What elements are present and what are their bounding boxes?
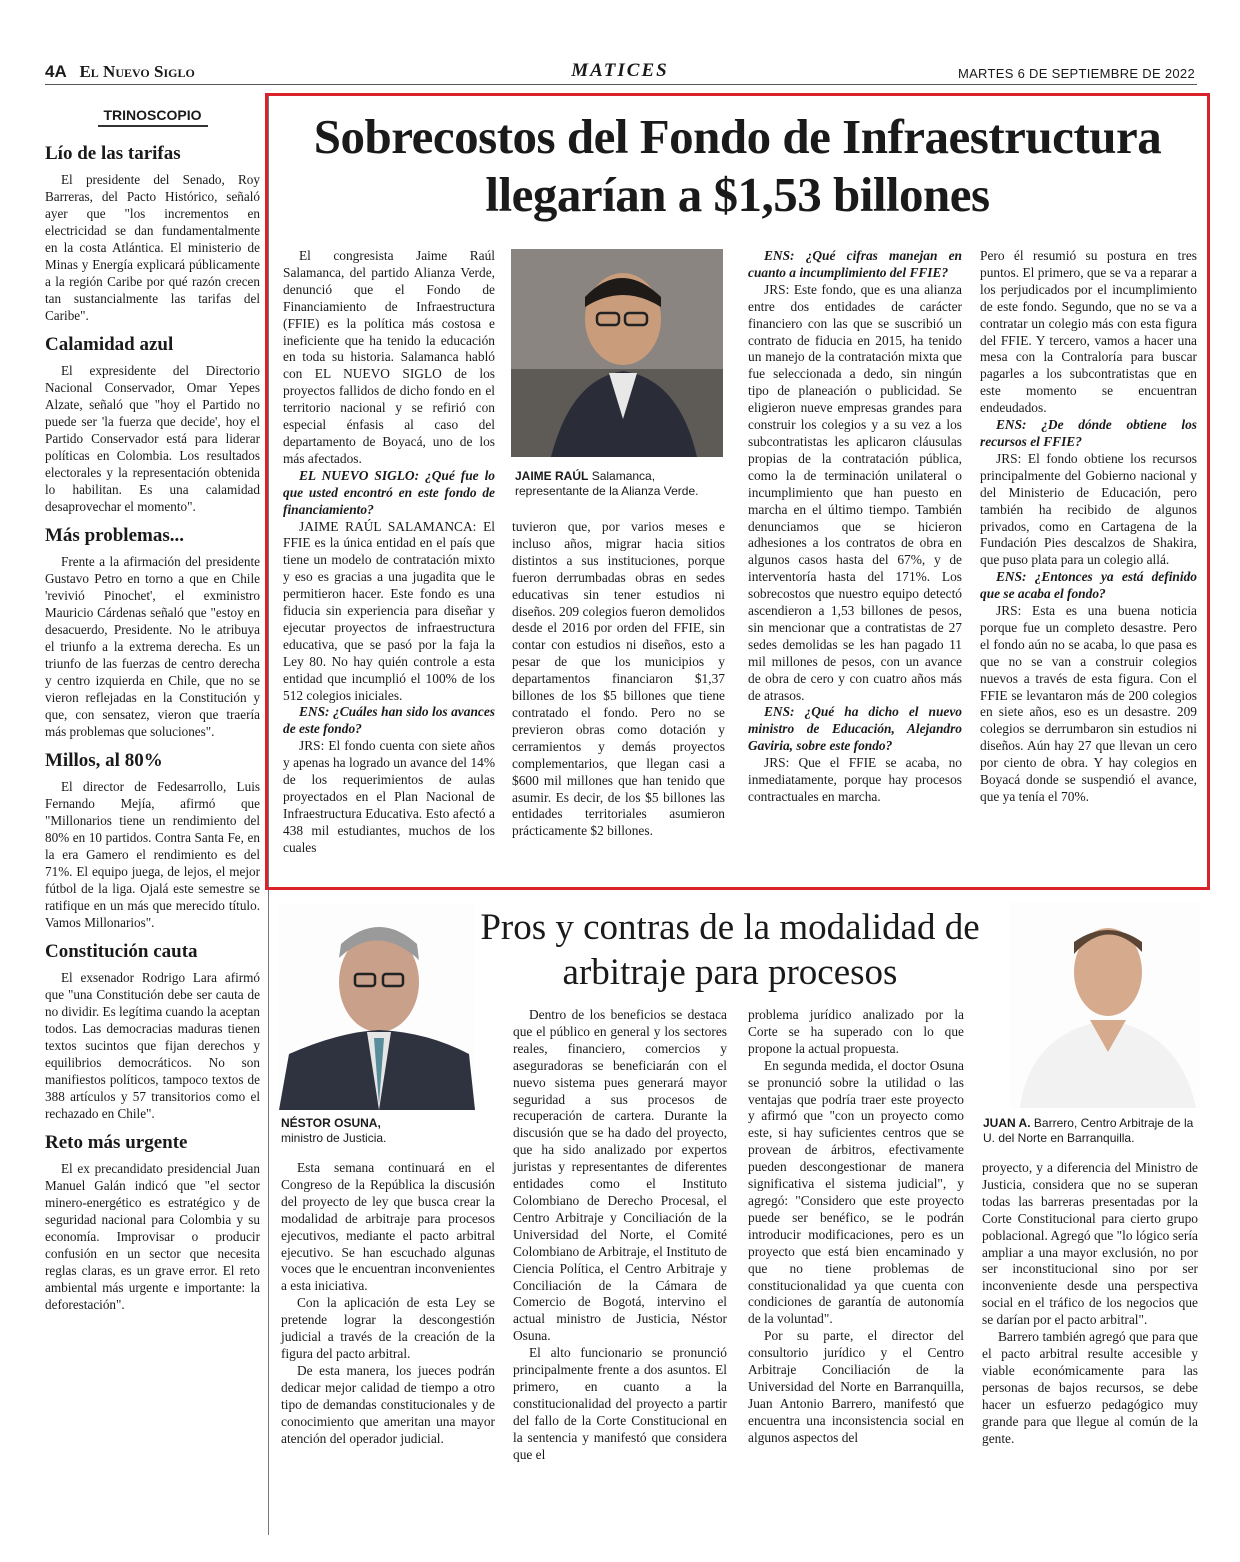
paragraph: Dentro de los beneficios se destaca que el público en general y los sectores reales, financiero, comercios y aseguradoras se beneficiarán con el nuevo sistema pues generará mayor seguridad a sus procesos de recuperación de cartera. Durante la discusión que se ha dado del proyecto, que ha sido analizado por expertos juristas y representantes de diferentes entidades como el Instituto Colombiano de Derecho Procesal, el Centro Arbitraje y Conciliación de la Universidad del Norte, el Comité Colombiano de Arbitraje, el Instituto de Ciencia Política, el Centro Arbitraje y Conciliación de la Cámara de Comercio de Bogotá, intervino el actual ministro de Justicia, Néstor Osuna. xyxy=(513,1007,727,1344)
paragraph: JRS: Este fondo, que es una alianza entre dos entidades de carácter financiero con las que se suscribió un contrato de fiducia en 2015, ha tenido un manejo de la contratación mixta que fue seleccionada a dedo, sin ningún tipo de planeación o publicidad. Se eligieron nueve empresas grandes para construir los colegios y a su vez a los subcontratistas les aplicaron cláusulas propias de la contratación pública, como la de terminación unilateral o incumplimiento que han puesto en marcha en el último tiempo. También denunciamos que se hicieron adhesiones a los contratos de obra en algunos casos hasta del 67%, y de interventoría hasta del 171%. Los sobrecostos que nuestro equipo detectó ascendieron a 1,53 billones de pesos, sin mencionar que a contratistas de 27 sedes demolidas se les han pagado 11 mil millones de pesos, con un avance de obra de cero y con cuatro años más de atrasos. xyxy=(748,281,962,703)
paragraph: proyecto, y a diferencia del Ministro de Justicia, considera que no se superan todas las barreras presentadas por la Corte Constitucional para cierto grupo poblacional. Agregó que "lo lógico sería ampliar a una mayor exclusión, no por ser inconstitucional sino por ser inconveniente desde una perspectiva social en el tráfico de los negocios que se darían por el pacto arbitral". xyxy=(982,1160,1198,1328)
article2-column-4 xyxy=(982,1160,1198,1447)
paragraph: Esta semana continuará en el Congreso de la República la discusión del proyecto de ley que busca crear la modalidad de arbitraje para procesos ejecutivos, mediante el pacto arbitral ejecutivo. Se han escuchado algunas voces que le encuentran inconvenientes a esta iniciativa. xyxy=(281,1160,495,1294)
caption-name: NÉSTOR OSUNA, xyxy=(281,1116,381,1130)
paragraph: Por su parte, el director del consultorio jurídico y el Centro Arbitraje Conciliación de la Universidad del Norte en Barranquilla, Juan Antonio Barrero, manifestó que encuentra una inconsistencia social en algunos aspectos del xyxy=(748,1328,964,1445)
paragraph: JRS: El fondo obtiene los recursos principalmente del Gobierno nacional y del Ministerio de Educación, pero también ha recibido de algunos privados, como en Cartagena de la Fundación Pies descalzos de Shakira, que puso plata para un colegio allá. xyxy=(980,450,1197,568)
photo-jaime-raul xyxy=(511,249,723,457)
caption-text: Barrero, Centro Arbitraje de la U. del Norte en Barranquilla. xyxy=(983,1116,1194,1145)
sidebar-trinoscopio xyxy=(45,95,260,1313)
caption-name: JAIME RAÚL xyxy=(515,469,589,483)
sidebar-item-heading: Reto más urgente xyxy=(45,1132,188,1153)
sidebar-item-text: El expresidente del Directorio Nacional Conservador, Omar Yepes Alzate, señaló que "hoy el Partido no puede ser 'la fuerza que decide', hoy el Partido Conservador está para liderar políticas en Colombia. Los resultados electorales y la representación obtenida lo habilitan. Es una calamidad desaprovechar el momento". xyxy=(45,363,260,514)
paragraph: JRS: Esta es una buena noticia porque fue un completo desastre. Pero el fondo aún no se acaba, lo que pasa es que no se van a construir colegios nuevos a través de esta figura. Con el FFIE se levantaron más de 200 colegios en siete años, eso es un desastre. 209 colegios se derrumbaron sin estudios ni diseños. Aún hay 27 que llevan un cero por ciento de obra. Y hay colegios en Boyacá donde se suspendió el avance, que ya tenía el 70%. xyxy=(980,603,1197,804)
article2-column-3 xyxy=(748,1007,964,1447)
photo-nestor-osuna xyxy=(279,904,475,1110)
caption-text: Salamanca, representante de la Alianza Verde. xyxy=(515,469,699,498)
header-rule xyxy=(45,84,1197,85)
article1-column-4 xyxy=(980,248,1197,806)
sidebar-item-text: El director de Fedesarrollo, Luis Fernando Mejía, afirmó que "Millonarios tiene un rendimiento del 80% en 10 partidos. Contra Santa Fe, en la era Gamero el rendimiento es del 71%. El equipo juega, de lejos, el mejor fútbol de la liga. Ojalá este semestre se ratifique en un más que merecido título. Vamos Millonarios". xyxy=(45,779,260,930)
article1-column-1 xyxy=(283,248,495,857)
sidebar-item-heading: Más problemas... xyxy=(45,525,184,546)
article2-title: Pros y contras de la modalidad de arbitraje para procesos xyxy=(480,907,980,993)
portrait-image xyxy=(279,904,475,1110)
sidebar-item-text: El presidente del Senado, Roy Barreras, del Pacto Histórico, señaló ayer que "los incrementos en electricidad se dan fundamentalmente en la costa Atlántica. El ministerio de Minas y Energía explicará públicamente a la región Caribe por qué razón crecen tan sustancialmente las tarifas del Caribe". xyxy=(45,172,260,323)
paragraph: tuvieron que, por varios meses e incluso años, migrar hacia sitios distintos a sus instituciones, porque fueron derrumbadas obras en sedes educativas sin tener estudios ni diseños. 209 colegios fueron demolidos desde el 2016 por orden del FFIE, sin contar con estudios ni diseños, esto a pesar de que los municipios y departamentos financiaron $1,37 billones de los $5 billones que tiene contratado el fondo. Pero no se previeron obras como dotación y cerramientos y demás proyectos complementarios, que llegan casi a $600 mil millones que han tenido que asumir. Es decir, de los $5 billones las entidades territoriales asumieron prácticamente $2 billones. xyxy=(512,519,725,839)
sidebar-item xyxy=(45,941,260,1122)
sidebar-item xyxy=(45,334,260,515)
photo-caption-osuna xyxy=(281,1116,477,1146)
paragraph: El alto funcionario se pronunció principalmente frente a dos asuntos. El primero, en cuanto a la constitucionalidad del proyecto a partir del fallo de la Corte Constitucional en la sentencia y manifestó que considera que el xyxy=(513,1345,727,1462)
sidebar-item-heading: Millos, al 80% xyxy=(45,750,163,771)
sidebar-item xyxy=(45,750,260,931)
sidebar-item-heading: Calamidad azul xyxy=(45,334,174,355)
caption-text: ministro de Justicia. xyxy=(281,1131,387,1145)
page-number: 4A xyxy=(45,62,67,81)
sidebar-item-text: Frente a la afirmación del presidente Gustavo Petro en torno a que en Chile 'revivió Pinochet', el exministro Mauricio Cárdenas señaló que "estoy en desacuerdo, Presidente. No le atribuya el triunfo a la extrema derecha. Es un triunfo de las fuerzas de centro derecha y centro izquierda en Chile, que no se vieron reflejadas en la Constitución y que, con sensatez, vieron que traería más problemas que soluciones". xyxy=(45,554,260,739)
interview-question: ENS: ¿Qué cifras manejan en cuanto a incumplimiento del FFIE? xyxy=(748,248,962,280)
paragraph: Barrero también agregó que para que el pacto arbitral resulte accesible y viable económicamente para las personas de bajos recursos, se debe hacer un esfuerzo pedagógico muy grande para que llegue al común de la gente. xyxy=(982,1329,1198,1446)
portrait-image xyxy=(511,249,723,457)
photo-caption-barrero xyxy=(983,1116,1198,1146)
article2-column-1 xyxy=(281,1160,495,1447)
photo-juan-barrero xyxy=(1010,902,1200,1108)
sidebar-item xyxy=(45,525,260,740)
issue-date: MARTES 6 DE SEPTIEMBRE DE 2022 xyxy=(957,66,1195,81)
sidebar-item xyxy=(45,143,260,324)
paragraph: problema jurídico analizado por la Corte se ha superado con lo que propone la actual propuesta. xyxy=(748,1007,964,1056)
sidebar-item xyxy=(45,1132,260,1313)
paragraph: Con la aplicación de esta Ley se pretende lograr la descongestión judicial a través de la creación de la figura del pacto arbitral. xyxy=(281,1295,495,1361)
page-header-left xyxy=(45,62,195,82)
sidebar-items xyxy=(45,143,260,1313)
interview-question: ENS: ¿Cuáles han sido los avances de este fondo? xyxy=(283,704,495,737)
interview-question: ENS: ¿De dónde obtiene los recursos el FFIE? xyxy=(980,417,1197,449)
sidebar-item-heading: Constitución cauta xyxy=(45,941,198,962)
paragraph: El congresista Jaime Raúl Salamanca, del partido Alianza Verde, denunció que el Fondo de Financiamiento de Infraestructura (FFIE) es la política más costosa e ineficiente que ha tenido la educación en toda su historia. Salamanca habló con EL NUEVO SIGLO de los proyectos fallidos de dicho fondo en el territorio nacional y se refirió con especial énfasis al caso del departamento de Boyacá, uno de los más afectados. xyxy=(283,248,495,466)
newspaper-name: El Nuevo Siglo xyxy=(79,62,195,81)
portrait-image xyxy=(1010,902,1200,1108)
interview-question: ENS: ¿Entonces ya está definido que se acaba el fondo? xyxy=(980,569,1197,602)
article1-column-3 xyxy=(748,248,962,806)
sidebar-item-heading: Lío de las tarifas xyxy=(45,143,181,164)
article1-title: Sobrecostos del Fondo de Infraestructura llegarían a $1,53 billones xyxy=(313,109,1162,222)
interview-question: ENS: ¿Qué ha dicho el nuevo ministro de Educación, Alejandro Gaviria, sobre este fondo? xyxy=(748,704,962,754)
interview-question: EL NUEVO SIGLO: ¿Qué fue lo que usted encontró en este fondo de financiamiento? xyxy=(283,467,495,517)
section-name: MATICES xyxy=(571,60,669,81)
photo-caption-jaime xyxy=(515,469,725,499)
paragraph: JAIME RAÚL SALAMANCA: El FFIE es la única entidad en el país que tiene un modelo de contratación mixto y eso es gracias a una jugadita que le permitieron hacer. Este fondo es una fiducia sin experiencia para diseñar y ejecutar proyectos de infraestructura educativa, que se pasó por la faja la Ley 80. No hay quién controle a esta entidad que incumplió el 100% de los 512 colegios iniciales. xyxy=(283,518,495,703)
caption-name: JUAN A. xyxy=(983,1116,1031,1130)
article1-column-2 xyxy=(512,519,725,840)
paragraph: De esta manera, los jueces podrán dedicar mejor calidad de tiempo a otro tipo de demandas constitucionales y de conocimiento que ameritan una mayor atención del operador judicial. xyxy=(281,1362,495,1446)
sidebar-item-text: El exsenador Rodrigo Lara afirmó que "una Constitución debe ser cauta de no dividir. Es legítima cuando la aceptan todos. Las democracias maduras tienen textos sucintos que fijan derechos y equilibrios democráticos. No son manifiestos políticos, tampoco textos de 388 artículos y 57 transitorios como el rechazado en Chile". xyxy=(45,970,260,1121)
article2-column-2 xyxy=(513,1007,727,1463)
paragraph: Pero él resumió su postura en tres puntos. El primero, que se va a reparar a los perjudicados por el incumplimiento de este fondo. Segundo, que no se va a contratar un colegio más con esta figura del FFIE. Y tercero, vamos a hacer una mesa con la Contraloría para buscar pagarles a los subcontratistas que en este momento se encuentran endeudados. xyxy=(980,248,1197,416)
paragraph: JRS: El fondo cuenta con siete años y apenas ha logrado un avance del 14% de los requerimientos de aulas proyectados en el Plan Nacional de Infraestructura Educativa. Esto afectó a 438 mil estudiantes, muchos de los cuales xyxy=(283,738,495,855)
sidebar-title: TRINOSCOPIO xyxy=(98,107,208,127)
paragraph: JRS: Que el FFIE se acaba, no inmediatamente, porque hay procesos contractuales en marcha. xyxy=(748,755,962,804)
sidebar-item-text: El ex precandidato presidencial Juan Manuel Galán indicó que "el sector minero-energético es estratégico y de seguridad nacional para Colombia y su economía. Improvisar o producir confusión en un sector que necesita reglas claras, es un grave error. El reto ambiental más urgente e importante: la deforestación". xyxy=(45,1161,260,1312)
paragraph: En segunda medida, el doctor Osuna se pronunció sobre la utilidad o las ventajas que podría traer este proyecto y afirmó que "con un proyecto como este, si hay suficientes centros que se provean de árbitros, efectivamente pueden descongestionar de manera significativa el sistema judicial", y agregó: "Considero que este proyecto puede ser benéfico, se le podrán introducir modificaciones, pero es un proyecto que está bien encaminado y que no tiene problemas de constitucionalidad ya que cuenta con condiciones de garantía de autonomía de la voluntad". xyxy=(748,1057,964,1327)
